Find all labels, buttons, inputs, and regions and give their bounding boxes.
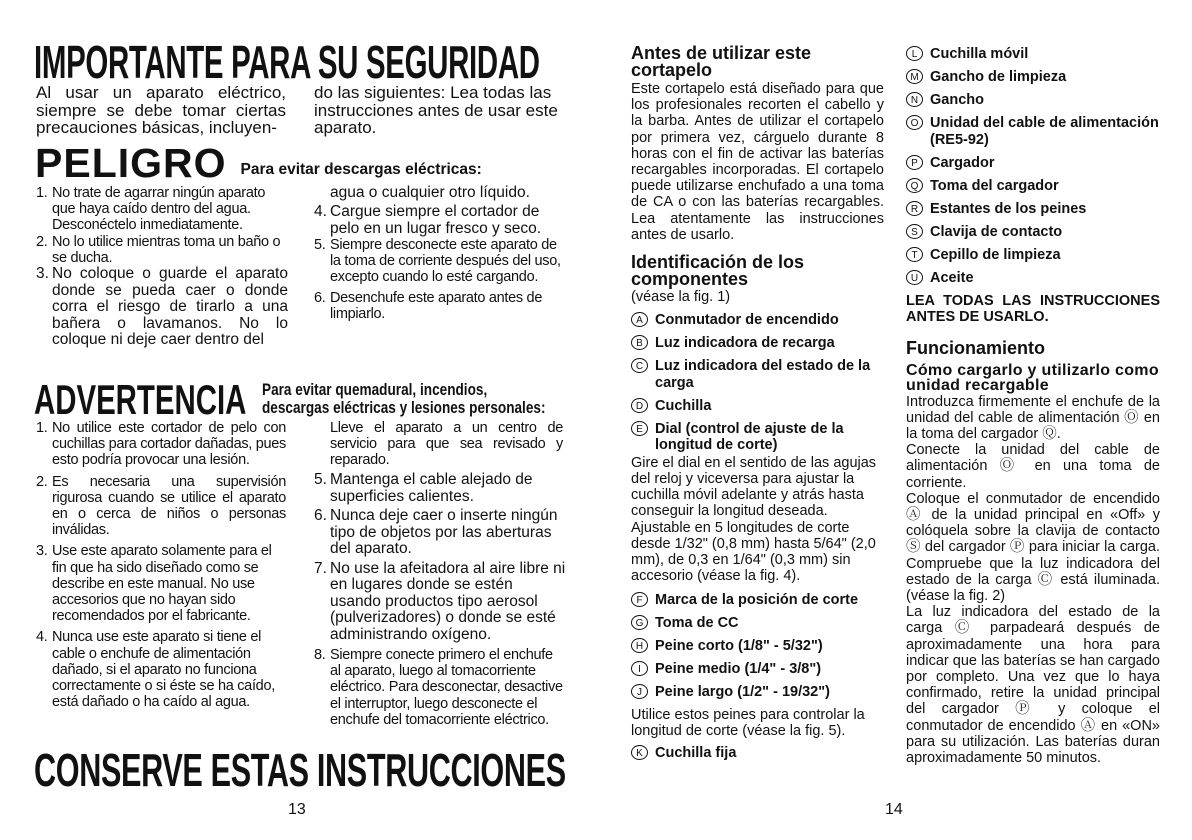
warning-list-left (36, 420, 286, 710)
danger-continuation: agua o cualquier otro líquido. (330, 184, 530, 201)
warning-item-6: 6. Nunca deje caer o inserte ningún tipo de objetos por las aberturas del aparato. (314, 507, 558, 557)
circled-j-marker: J (631, 684, 648, 699)
component-list-1 (631, 312, 884, 454)
warning-item-5: 5. Mantenga el cable alejado de superficies calientes. (314, 471, 533, 505)
warning-subtitle: Para evitar quemadural, incendios, descargas eléctricas y lesiones personales: (262, 380, 546, 417)
component-o: O Unidad del cable de alimentación (RE5-92) (906, 115, 1160, 148)
circled-k-marker: K (631, 745, 648, 760)
component-n: N Gancho (906, 92, 1160, 109)
component-r: R Estantes de los peines (906, 201, 1160, 218)
safety-title-text: IMPORTANTE PARA SU SEGURIDAD (34, 36, 540, 88)
intro-left: Al usar un aparato eléctrico, siempre se debe tomar ciertas precauciones básicas, incluyen- (36, 83, 286, 137)
danger-item-1: 1. No trate de agarrar ningún aparato que haya caído dentro del agua. Desconéctelo inmediatamente. (36, 185, 266, 234)
operation-p3: Coloque el conmutador de encendido Ⓐ de la unidad principal en «Off» y colóquela sobre la clavija de contacto Ⓢ del cargador Ⓟ para iniciar la carga. Compruebe que la luz indicadora del estado de la carga Ⓒ está iluminada. (véase la fig. 2) (906, 490, 1160, 604)
danger-item-2: 2. No lo utilice mientras toma un baño o se ducha. (36, 233, 281, 266)
warning-list-right (314, 472, 566, 728)
circled-m-marker: M (906, 69, 923, 84)
component-u: U Aceite (906, 270, 1160, 287)
circled-p-marker: P (906, 155, 923, 170)
component-d: D Cuchilla (631, 398, 884, 415)
component-m: M Gancho de limpieza (906, 69, 1160, 86)
component-e-desc: Gire el dial en el sentido de las agujas del reloj y viceversa para ajustar la cuchilla móvil adelante y atrás hasta conseguir la longitud deseada. Ajustable en 5 longitudes de corte desde 1/32" (0,8 mm) hasta 5/64" (2,0 mm), de 0,3 en 1/64" (0,3 mm) sin accesorio (véase la fig. 4). (631, 454, 877, 585)
circled-c-marker: C (631, 358, 648, 373)
circled-g-marker: G (631, 615, 648, 630)
danger-heading: PELIGRO (35, 140, 227, 186)
circled-d-marker: D (631, 398, 648, 413)
operation-p4: La luz indicadora del estado de la carga Ⓒ parpadeará después de aproximadamente una hora para indicar que las baterías se han cargado por completo. Una vez que lo haya confirmado, retire la unidad principal del cargador Ⓟ y coloque el conmutador de encendido Ⓐ en «ON» para su utilización. Las baterías duran aproximadamente 50 minutos. (906, 604, 1160, 766)
warning-item-3: 3. Use este aparato solamente para el fin que ha sido diseñado como se describe en este manual. No use accesorios que no hayan sido recomendados por el fabricante. (36, 543, 272, 625)
circled-q-marker: Q (906, 178, 923, 193)
warning-item-7: 7. No use la afeitadora al aire libre ni en lugares donde se estén usando productos tipo aerosol (pulverizadores) o donde se esté administrando oxígeno. (314, 559, 566, 643)
component-p: P Cargador (906, 155, 1160, 172)
circled-l-marker: L (906, 46, 923, 61)
component-list-2 (631, 592, 884, 701)
component-e: E Dial (control de ajuste de la longitud de corte) (631, 421, 884, 454)
circled-r-marker: R (906, 201, 923, 216)
conserve-title: CONSERVE ESTAS INSTRUCCIONES (34, 744, 566, 796)
warning-item-2: 2. Es necesaria una supervisión rigurosa cuando se utilice el aparato en o cerca de niños o personas inválidas. (36, 473, 286, 539)
circled-a-marker: A (631, 312, 648, 327)
operation-p2: Conecte la unidad del cable de alimentación Ⓞ en una toma de corriente. (906, 442, 1160, 491)
component-j: J Peine largo (1/2" - 19/32") (631, 684, 884, 701)
right-column-2 (906, 46, 1160, 766)
page-number-13: 13 (288, 801, 306, 818)
charging-subheading: Cómo cargarlo y utilizarlo como unidad recargable (906, 361, 1159, 394)
warning-heading: ADVERTENCIA (34, 376, 247, 423)
component-t: T Cepillo de limpieza (906, 247, 1160, 264)
component-j-desc: Utilice estos peines para controlar la longitud de corte (véase la fig. 5). (631, 706, 865, 740)
warning-continuation: Lleve el aparato a un centro de servicio para que sea revisado y reparado. (330, 420, 563, 469)
circled-i-marker: I (631, 661, 648, 676)
component-g: G Toma de CC (631, 615, 884, 632)
component-f: F Marca de la posición de corte (631, 592, 884, 609)
warning-item-4: 4. Nunca use este aparato si tiene el cable o enchufe de alimentación dañado, si el aparato no funciona correctamente o si éste se ha caído, está dañado o ha caído al agua. (36, 629, 275, 711)
danger-header (35, 141, 482, 185)
component-q: Q Toma del cargador (906, 178, 1160, 195)
circled-e-marker: E (631, 421, 648, 436)
identification-note: (véase la fig. 1) (631, 289, 731, 306)
component-s: S Clavija de contacto (906, 224, 1160, 241)
warning-item-8: 8. Siempre conecte primero el enchufe al aparato, luego al tomacorriente eléctrico. Para desconectar, desactive el interruptor, luego desconecte el enchufe del tomacorriente eléctrico. (314, 647, 563, 728)
danger-item-6: 6. Desenchufe este aparato antes de limpiarlo. (314, 289, 543, 322)
right-column-1 (631, 45, 884, 768)
before-use-heading: Antes de utilizar este cortapelo (631, 43, 812, 80)
circled-o-marker: O (906, 115, 923, 130)
component-c: C Luz indicadora del estado de la carga (631, 358, 884, 391)
component-list-3 (631, 745, 884, 762)
component-list-4 (906, 46, 1160, 286)
component-h: H Peine corto (1/8" - 5/32") (631, 638, 884, 655)
danger-subtitle: Para evitar descargas eléctricas: (240, 161, 482, 178)
danger-item-3: 3. No coloque o guarde el aparato donde se pueda caer o donde corra el riesgo de tirarlo a una bañera o lavamanos. No lo coloque ni deje caer dentro del (36, 265, 288, 349)
component-a: A Conmutador de encendido (631, 312, 884, 329)
page-14 (596, 0, 1192, 840)
warning-item-1: 1. No utilice este cortador de pelo con cuchillas para cortador dañadas, pues esto podría provocar una lesión. (36, 420, 286, 469)
circled-b-marker: B (631, 335, 648, 350)
component-i: I Peine medio (1/4" - 3/8") (631, 661, 884, 678)
danger-list-right (314, 204, 566, 322)
warning-heading-wrap (34, 378, 254, 422)
identification-heading: Identificación de los componentes (631, 252, 805, 290)
danger-item-5: 5. Siempre desconecte este aparato de la toma de corriente después del uso, excepto cuando lo esté cargando. (314, 237, 561, 286)
page-number-14: 14 (885, 801, 903, 818)
operation-heading: Funcionamiento (906, 337, 1045, 358)
component-k: K Cuchilla fija (631, 745, 884, 762)
danger-list-left (36, 185, 288, 349)
circled-f-marker: F (631, 592, 648, 607)
circled-s-marker: S (906, 224, 923, 239)
circled-u-marker: U (906, 270, 923, 285)
circled-h-marker: H (631, 638, 648, 653)
intro-right: do las siguientes: Lea todas las instrucciones antes de usar este aparato. (314, 83, 558, 137)
circled-t-marker: T (906, 247, 923, 262)
component-b: B Luz indicadora de recarga (631, 335, 884, 352)
danger-item-4: 4. Cargue siempre el cortador de pelo en un lugar fresco y seco. (314, 203, 542, 237)
component-l: L Cuchilla móvil (906, 46, 1160, 63)
read-all-notice: LEA TODAS LAS INSTRUCCIONES ANTES DE USARLO. (906, 292, 1160, 325)
before-use-text: Este cortapelo está diseñado para que los profesionales recorten el cabello y la barba. Antes de utilizar el cortapelo por primera vez, cárguelo durante 8 horas con el fin de activar las baterías recargables incorporadas. El cortapelo puede utilizarse enchufado a una toma de CA o con las baterías recargables. Lea atentamente las instrucciones antes de usarlo. (631, 81, 884, 243)
circled-n-marker: N (906, 92, 923, 107)
operation-p1: Introduzca firmemente el enchufe de la unidad del cable de alimentación Ⓞ en la toma del cargador Ⓠ. (906, 393, 1160, 442)
